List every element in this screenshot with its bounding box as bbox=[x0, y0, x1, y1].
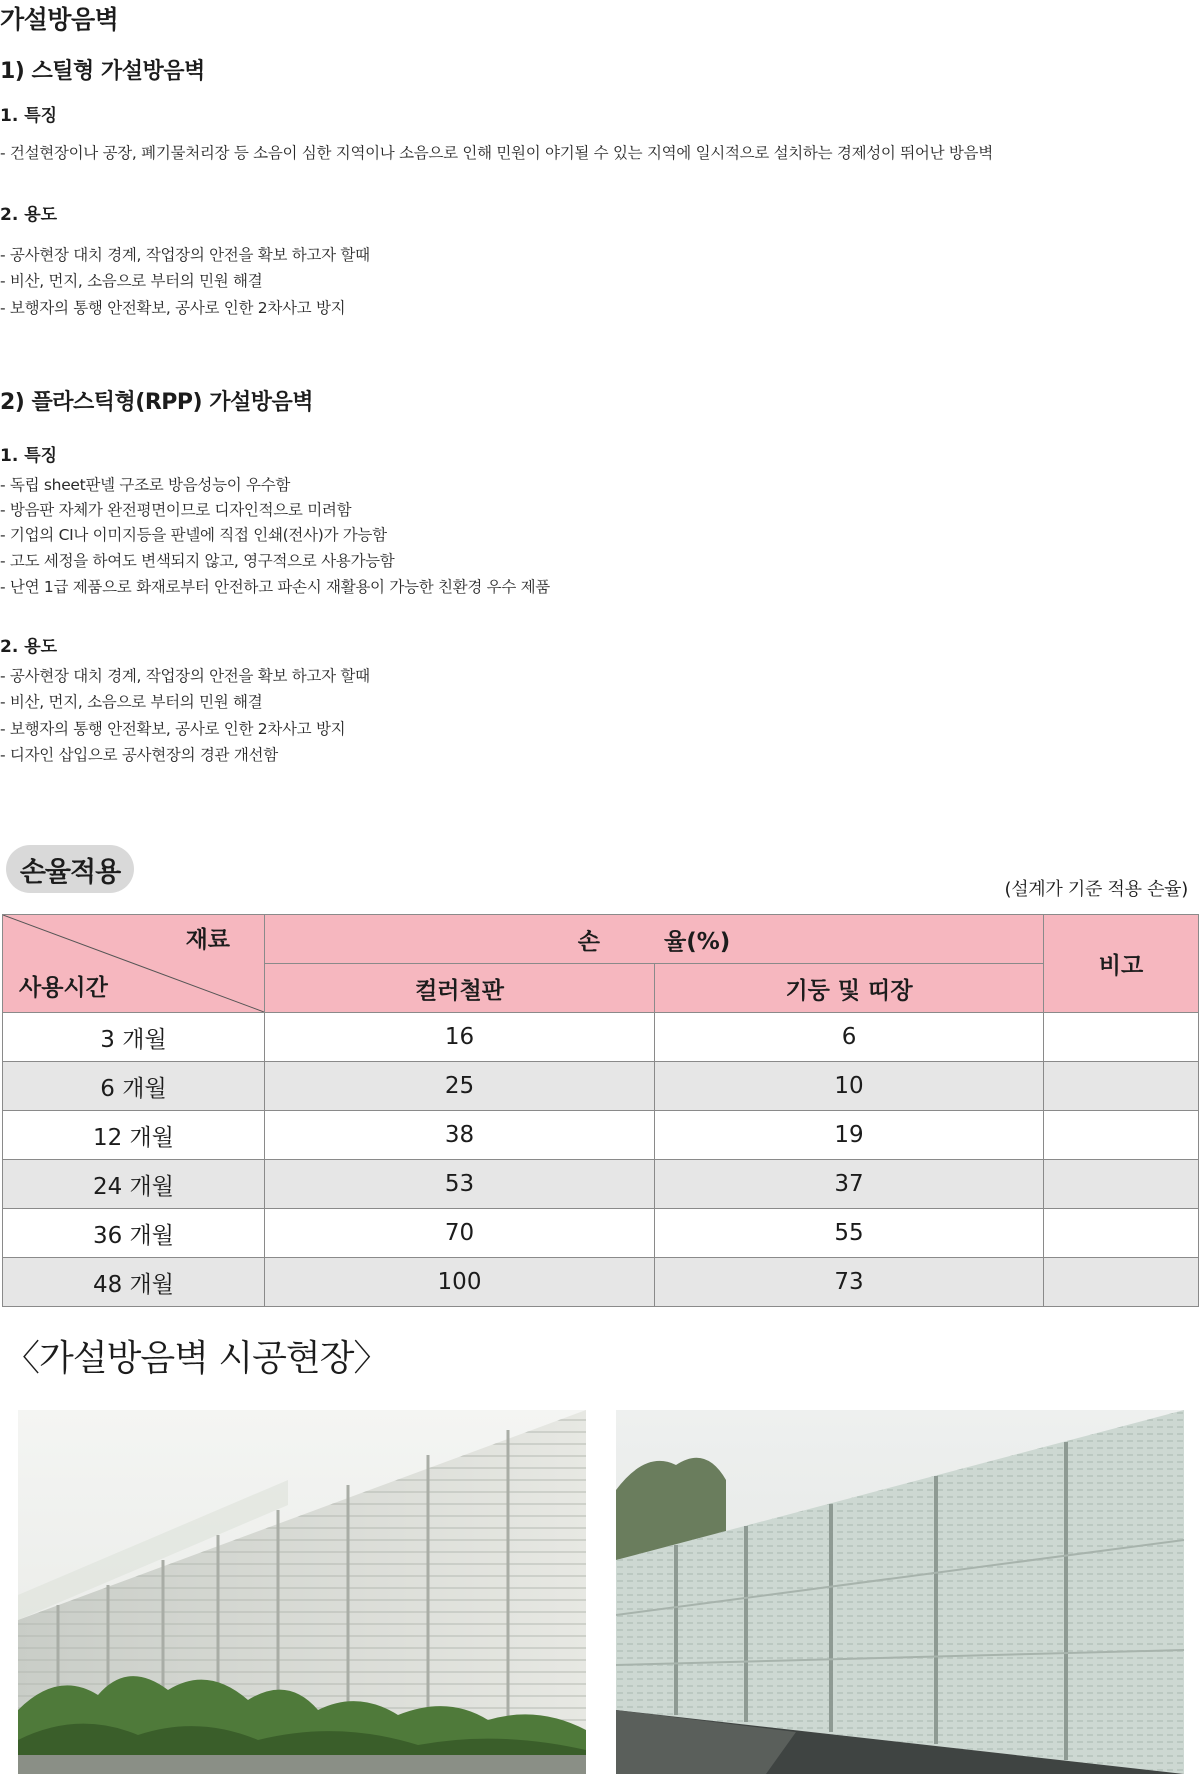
cell-remark bbox=[1044, 1209, 1199, 1258]
plastic-usage-line: - 디자인 삽입으로 공사현장의 경관 개선함 bbox=[0, 746, 278, 764]
steel-feature-line: - 건설현장이나 공장, 폐기물처리장 등 소음이 심한 지역이나 소음으로 인해 민원이 야기될 수 있는 지역에 일시적으로 설치하는 경제성이 뛰어난 방음벽 bbox=[0, 144, 993, 162]
cell-period: 36 개월 bbox=[3, 1209, 265, 1258]
cell-post: 73 bbox=[655, 1258, 1044, 1307]
cell-period: 12 개월 bbox=[3, 1111, 265, 1160]
cell-post: 6 bbox=[655, 1013, 1044, 1062]
plastic-feature-line: - 난연 1급 제품으로 화재로부터 안전하고 파손시 재활용이 가능한 친환경 우수 제품 bbox=[0, 578, 550, 596]
cell-color-plate: 100 bbox=[265, 1258, 655, 1307]
cell-post: 10 bbox=[655, 1062, 1044, 1111]
plastic-feature-line: - 기업의 CI나 이미지등을 판넬에 직접 인쇄(전사)가 가능함 bbox=[0, 526, 387, 544]
plastic-feature-line: - 고도 세정을 하여도 변색되지 않고, 영구적으로 사용가능함 bbox=[0, 552, 395, 570]
steel-usage-heading: 2. 용도 bbox=[0, 205, 58, 225]
header-color-plate: 컬러철판 bbox=[265, 964, 655, 1013]
steel-usage-line: - 비산, 먼지, 소음으로 부터의 민원 해결 bbox=[0, 272, 263, 290]
cell-remark bbox=[1044, 1258, 1199, 1307]
cell-color-plate: 70 bbox=[265, 1209, 655, 1258]
steel-wall-photo bbox=[18, 1410, 586, 1774]
cell-color-plate: 16 bbox=[265, 1013, 655, 1062]
steel-usage-line: - 공사현장 대치 경계, 작업장의 안전을 확보 하고자 할때 bbox=[0, 246, 370, 264]
header-remark: 비고 bbox=[1044, 915, 1199, 1013]
loss-rate-note: (설계가 기준 적용 손율) bbox=[1004, 879, 1188, 900]
site-photos-title: 〈가설방음벽 시공현장〉 bbox=[4, 1338, 389, 1379]
header-post: 기둥 및 띠장 bbox=[655, 964, 1044, 1013]
cell-period: 24 개월 bbox=[3, 1160, 265, 1209]
cell-remark bbox=[1044, 1062, 1199, 1111]
cell-color-plate: 25 bbox=[265, 1062, 655, 1111]
table-row bbox=[3, 1062, 1199, 1111]
table-row bbox=[3, 1209, 1199, 1258]
cell-color-plate: 53 bbox=[265, 1160, 655, 1209]
plastic-usage-line: - 공사현장 대치 경계, 작업장의 안전을 확보 하고자 할때 bbox=[0, 667, 370, 685]
cell-period: 3 개월 bbox=[3, 1013, 265, 1062]
cell-period: 48 개월 bbox=[3, 1258, 265, 1307]
cell-post: 19 bbox=[655, 1111, 1044, 1160]
plastic-heading: 2) 플라스틱형(RPP) 가설방음벽 bbox=[0, 390, 313, 415]
steel-feature-heading: 1. 특징 bbox=[0, 106, 58, 126]
header-material: 재료 bbox=[185, 927, 230, 953]
cell-post: 55 bbox=[655, 1209, 1044, 1258]
plastic-usage-line: - 보행자의 통행 안전확보, 공사로 인한 2차사고 방지 bbox=[0, 720, 346, 738]
table-row bbox=[3, 1111, 1199, 1160]
plastic-feature-line: - 독립 sheet판넬 구조로 방음성능이 우수함 bbox=[0, 476, 291, 494]
cell-period: 6 개월 bbox=[3, 1062, 265, 1111]
plastic-feature-line: - 방음판 자체가 완전평면이므로 디자인적으로 미려함 bbox=[0, 501, 352, 519]
header-time: 사용시간 bbox=[19, 975, 108, 1001]
cell-remark bbox=[1044, 1013, 1199, 1062]
table-row bbox=[3, 1013, 1199, 1062]
cell-color-plate: 38 bbox=[265, 1111, 655, 1160]
plastic-feature-heading: 1. 특징 bbox=[0, 446, 58, 466]
plastic-wall-photo bbox=[616, 1410, 1184, 1774]
steel-usage-line: - 보행자의 통행 안전확보, 공사로 인한 2차사고 방지 bbox=[0, 299, 346, 317]
plastic-usage-heading: 2. 용도 bbox=[0, 637, 58, 657]
steel-heading: 1) 스틸형 가설방음벽 bbox=[0, 59, 205, 84]
loss-rate-table bbox=[2, 914, 1199, 1307]
cell-remark bbox=[1044, 1160, 1199, 1209]
table-row bbox=[3, 1258, 1199, 1307]
plastic-usage-line: - 비산, 먼지, 소음으로 부터의 민원 해결 bbox=[0, 693, 263, 711]
diagonal-header-cell bbox=[3, 915, 265, 1013]
table-row bbox=[3, 1160, 1199, 1209]
page-title: 가설방음벽 bbox=[0, 5, 119, 34]
header-loss-rate: 손 율(%) bbox=[265, 915, 1044, 964]
cell-remark bbox=[1044, 1111, 1199, 1160]
cell-post: 37 bbox=[655, 1160, 1044, 1209]
loss-rate-label: 손율적용 bbox=[6, 845, 134, 893]
